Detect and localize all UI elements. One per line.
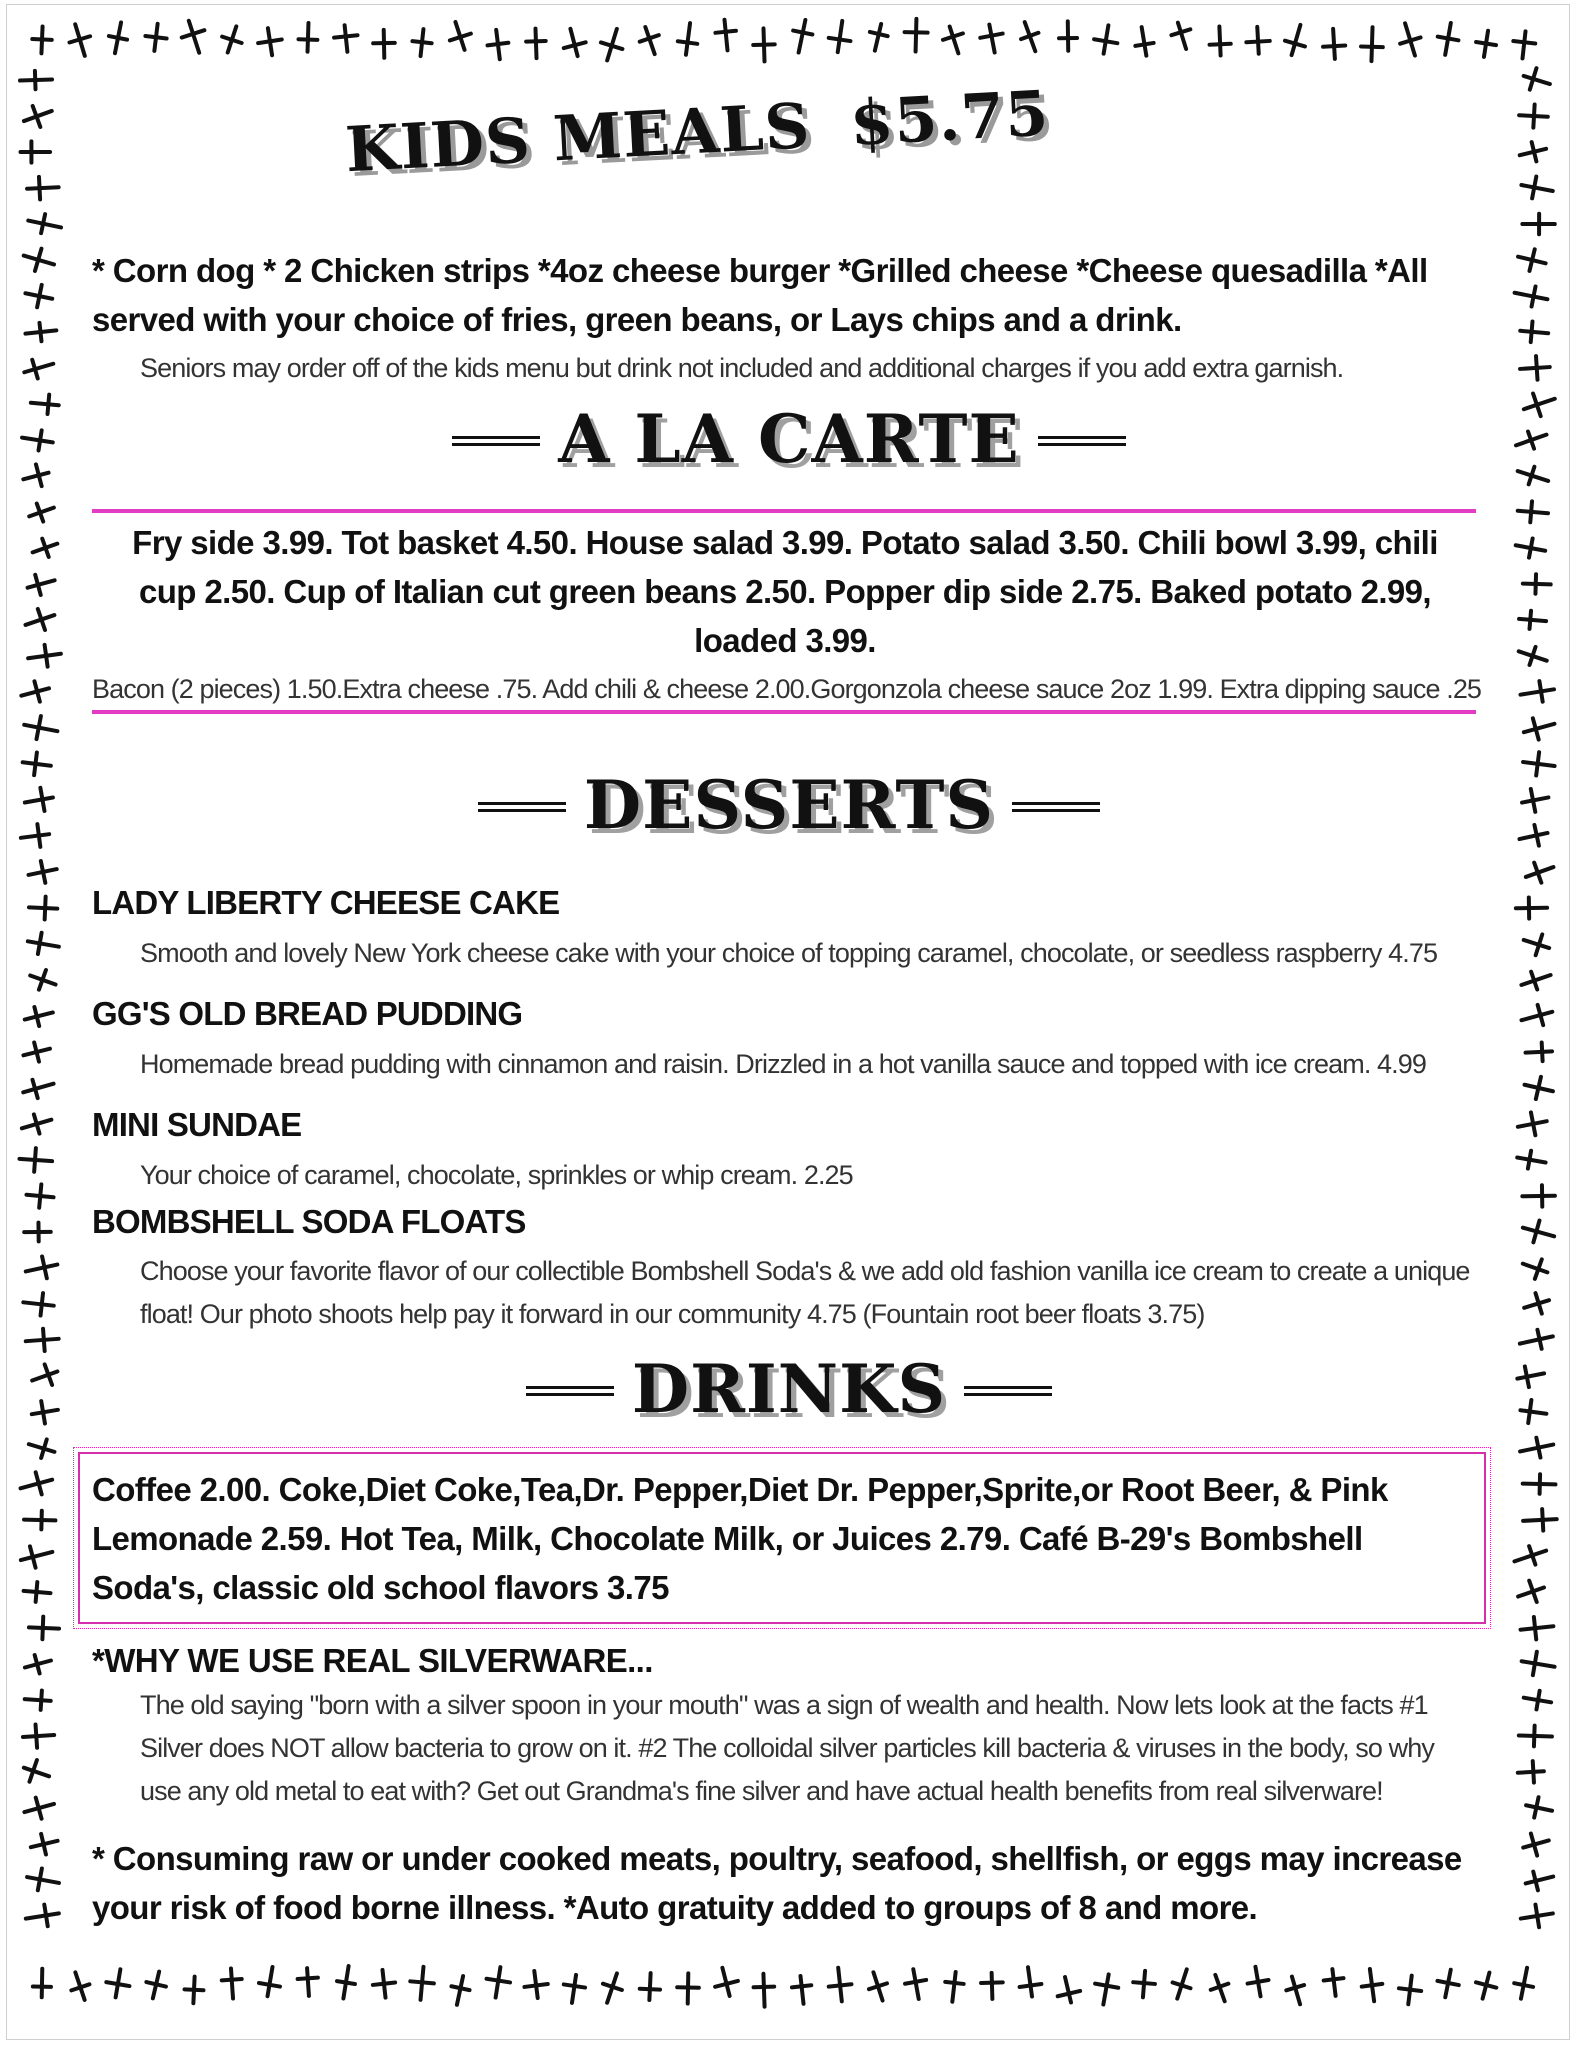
heading-rule-right	[1038, 436, 1126, 446]
a-la-carte-items: Fry side 3.99. Tot basket 4.50. House salad 3.99. Potato salad 3.50. Chili bowl 3.99, chili cup 2.50. Cup of Italian cut green beans 2.50. Popper dip side 2.75. Baked potato 2.99, loaded 3.99.	[132, 524, 1438, 659]
heading-rule-left	[526, 1386, 614, 1396]
a-la-carte-extras: Bacon (2 pieces) 1.50.Extra cheese .75. Add chili & cheese 2.00.Gorgonzola cheese sauce 2oz 1.99. Extra dipping sauce .25	[92, 674, 1482, 704]
dessert-name: BOMBSHELL SODA FLOATS	[92, 1203, 526, 1240]
heading-rule-left	[478, 802, 566, 812]
dessert-description: Your choice of caramel, chocolate, sprinkles or whip cream. 2.25	[140, 1160, 853, 1190]
dessert-name: LADY LIBERTY CHEESE CAKE	[92, 884, 560, 921]
dessert-description: Choose your favorite flavor of our collectible Bombshell Soda's & we add old fashion vanilla ice cream to create a unique float! Our photo shoots help pay it forward in our community 4.75 (Fountain root beer floats 3.75)	[140, 1256, 1470, 1329]
kids-meals-note: Seniors may order off of the kids menu but drink not included and additional charges if you add extra garnish.	[140, 353, 1344, 383]
heading-rule-right	[964, 1386, 1052, 1396]
a-la-carte-heading	[0, 400, 1578, 478]
desserts-heading-text: DESSERTS	[583, 766, 995, 844]
drinks-heading	[0, 1350, 1578, 1428]
silverware-description: The old saying "born with a silver spoon in your mouth" was a sign of wealth and health. Now lets look at the facts #1 Silver does NOT allow bacteria to grow on it. #2 The colloidal silver particles kill bacteria & viruses in the body, so why use any old metal to eat with? Get out Grandma's fine silver and have actual health benefits from real silverware!	[140, 1690, 1434, 1806]
kids-meals-items: * Corn dog * 2 Chicken strips *4oz cheese burger *Grilled cheese *Cheese quesadilla *All served with your choice of fries, green beans, or Lays chips and a drink.	[92, 252, 1428, 338]
heading-rule-left	[452, 436, 540, 446]
dessert-name: MINI SUNDAE	[92, 1106, 302, 1143]
dessert-description: Homemade bread pudding with cinnamon and raisin. Drizzled in a hot vanilla sauce and topped with ice cream. 4.99	[140, 1049, 1426, 1079]
a-la-carte-heading-text: A LA CARTE	[558, 400, 1020, 478]
heading-rule-right	[1012, 802, 1100, 812]
a-la-carte-bottom-divider	[92, 710, 1476, 714]
food-safety-disclaimer: * Consuming raw or under cooked meats, poultry, seafood, shellfish, or eggs may increase your risk of food borne illness. *Auto gratuity added to groups of 8 and more.	[92, 1840, 1462, 1926]
kids-meals-title-text: KIDS MEALS	[343, 89, 813, 187]
desserts-heading	[0, 766, 1578, 844]
dessert-description: Smooth and lovely New York cheese cake with your choice of topping caramel, chocolate, or seedless raspberry 4.75	[140, 938, 1438, 968]
kids-meals-price: $5.75	[848, 76, 1051, 160]
drinks-heading-text: DRINKS	[631, 1350, 947, 1428]
a-la-carte-top-divider	[92, 509, 1476, 513]
silverware-title: *WHY WE USE REAL SILVERWARE...	[92, 1642, 653, 1679]
drinks-items: Coffee 2.00. Coke,Diet Coke,Tea,Dr. Pepper,Diet Dr. Pepper,Sprite,or Root Beer, & Pink Lemonade 2.59. Hot Tea, Milk, Chocolate Milk, or Juices 2.79. Café B-29's Bombshell Soda's, classic old school flavors 3.75	[92, 1471, 1388, 1606]
dessert-name: GG'S OLD BREAD PUDDING	[92, 995, 523, 1032]
